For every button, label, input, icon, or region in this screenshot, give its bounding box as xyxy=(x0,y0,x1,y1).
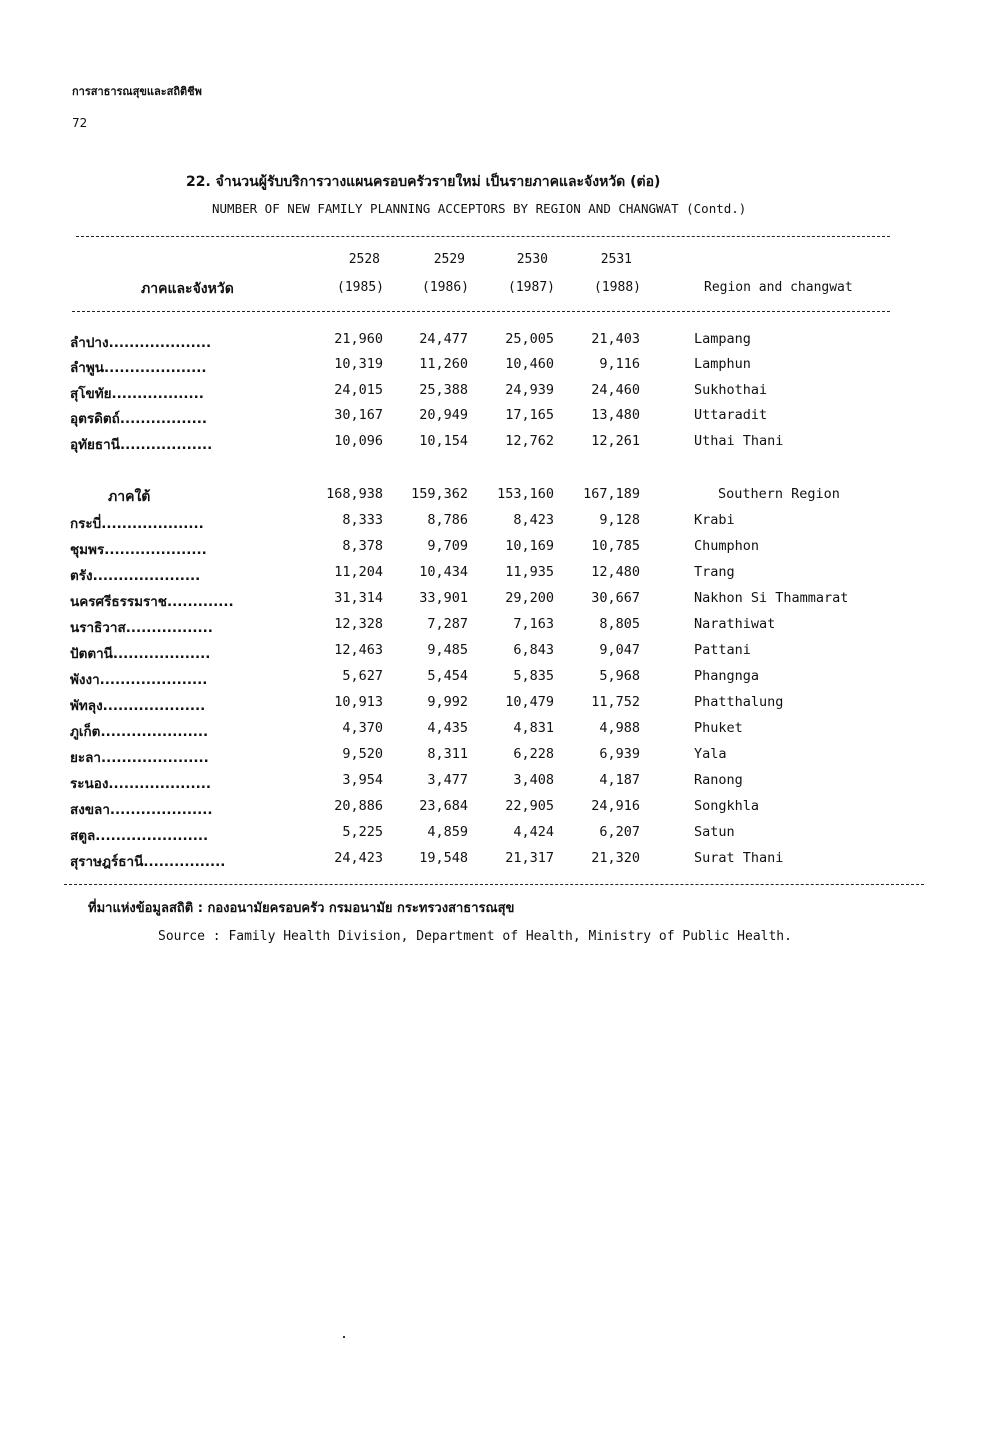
value-cell: 20,886 xyxy=(334,798,383,814)
value-cell: 33,901 xyxy=(419,590,468,606)
changwat-english: Surat Thani xyxy=(694,850,784,866)
table-row xyxy=(0,538,990,558)
value-cell: 9,116 xyxy=(599,356,640,372)
value-cell: 13,480 xyxy=(591,407,640,423)
changwat-english: Uttaradit xyxy=(694,407,768,423)
value-cell: 24,460 xyxy=(591,382,640,398)
changwat-thai: พังงา..................... xyxy=(70,672,208,688)
table-title-thai: 22. จำนวนผู้รับบริการวางแผนครอบครัวรายใหม่ เป็นรายภาคและจังหวัด (ต่อ) xyxy=(186,174,661,190)
value-cell: 5,968 xyxy=(599,668,640,684)
table-row xyxy=(0,642,990,662)
col-header-ad-1986: (1986) xyxy=(422,280,469,295)
changwat-english: Pattani xyxy=(694,642,751,658)
value-cell: 24,015 xyxy=(334,382,383,398)
value-cell: 12,762 xyxy=(505,433,554,449)
changwat-thai: ลำปาง.................... xyxy=(70,335,212,351)
col-header-ad-1985: (1985) xyxy=(337,280,384,295)
changwat-thai: พัทลุง.................... xyxy=(70,698,206,714)
table-row xyxy=(0,824,990,844)
changwat-english: Songkhla xyxy=(694,798,760,814)
value-cell: 9,047 xyxy=(599,642,640,658)
value-cell: 11,752 xyxy=(591,694,640,710)
value-cell: 3,408 xyxy=(513,772,554,788)
table-row xyxy=(0,331,990,351)
value-cell: 20,949 xyxy=(419,407,468,423)
value-cell: 22,905 xyxy=(505,798,554,814)
value-cell: 12,480 xyxy=(591,564,640,580)
table-row xyxy=(0,356,990,376)
changwat-thai: ลำพูน.................... xyxy=(70,360,207,376)
stub-header-english: Region and changwat xyxy=(704,280,853,295)
page-number: 72 xyxy=(72,116,88,130)
table-row xyxy=(0,564,990,584)
changwat-thai: ยะลา..................... xyxy=(70,750,209,766)
value-cell: 153,160 xyxy=(497,486,554,502)
value-cell: 10,460 xyxy=(505,356,554,372)
value-cell: 10,319 xyxy=(334,356,383,372)
value-cell: 4,435 xyxy=(427,720,468,736)
changwat-thai: นครศรีธรรมราช............. xyxy=(70,594,234,610)
value-cell: 24,916 xyxy=(591,798,640,814)
value-cell: 159,362 xyxy=(411,486,468,502)
value-cell: 24,477 xyxy=(419,331,468,347)
col-header-ad-1987: (1987) xyxy=(508,280,555,295)
changwat-english: Trang xyxy=(694,564,735,580)
changwat-english: Krabi xyxy=(694,512,735,528)
changwat-thai: อุตรดิตถ์................. xyxy=(70,411,208,427)
value-cell: 4,370 xyxy=(342,720,383,736)
value-cell: 29,200 xyxy=(505,590,554,606)
changwat-english: Sukhothai xyxy=(694,382,768,398)
value-cell: 8,311 xyxy=(427,746,468,762)
changwat-thai: ตรัง..................... xyxy=(70,568,201,584)
table-row xyxy=(0,772,990,792)
changwat-thai: ชุมพร.................... xyxy=(70,542,207,558)
col-header-ad-1988: (1988) xyxy=(594,280,641,295)
value-cell: 3,954 xyxy=(342,772,383,788)
value-cell: 4,187 xyxy=(599,772,640,788)
value-cell: 31,314 xyxy=(334,590,383,606)
changwat-english: Lamphun xyxy=(694,356,751,372)
changwat-thai: ระนอง.................... xyxy=(70,776,211,792)
value-cell: 9,992 xyxy=(427,694,468,710)
value-cell: 5,835 xyxy=(513,668,554,684)
changwat-english: Uthai Thani xyxy=(694,433,784,449)
changwat-thai: ปัตตานี................... xyxy=(70,646,211,662)
table-row xyxy=(0,382,990,402)
changwat-thai: อุทัยธานี.................. xyxy=(70,437,213,453)
changwat-english: Lampang xyxy=(694,331,751,347)
source-english: Source : Family Health Division, Department of Health, Ministry of Public Health. xyxy=(158,929,792,944)
table-row xyxy=(0,433,990,453)
table-title-english: NUMBER OF NEW FAMILY PLANNING ACCEPTORS BY REGION AND CHANGWAT (Contd.) xyxy=(212,201,747,216)
value-cell: 11,935 xyxy=(505,564,554,580)
col-header-be-2529: 2529 xyxy=(433,252,465,267)
value-cell: 12,328 xyxy=(334,616,383,632)
table-row xyxy=(0,407,990,427)
value-cell: 25,005 xyxy=(505,331,554,347)
value-cell: 11,260 xyxy=(419,356,468,372)
value-cell: 4,831 xyxy=(513,720,554,736)
value-cell: 19,548 xyxy=(419,850,468,866)
changwat-english: Chumphon xyxy=(694,538,760,554)
value-cell: 8,786 xyxy=(427,512,468,528)
value-cell: 10,479 xyxy=(505,694,554,710)
changwat-thai: กระบี่.................... xyxy=(70,516,204,532)
changwat-english: Ranong xyxy=(694,772,743,788)
value-cell: 8,378 xyxy=(342,538,383,554)
table-row xyxy=(0,668,990,688)
value-cell: 10,785 xyxy=(591,538,640,554)
table-row xyxy=(0,720,990,740)
col-header-be-2530: 2530 xyxy=(516,252,548,267)
value-cell: 5,627 xyxy=(342,668,383,684)
changwat-thai: สตูล...................... xyxy=(70,828,209,844)
header-rule xyxy=(72,311,890,312)
value-cell: 21,960 xyxy=(334,331,383,347)
value-cell: 9,520 xyxy=(342,746,383,762)
value-cell: 167,189 xyxy=(583,486,640,502)
value-cell: 10,169 xyxy=(505,538,554,554)
value-cell: 6,207 xyxy=(599,824,640,840)
value-cell: 12,261 xyxy=(591,433,640,449)
table-row xyxy=(0,694,990,714)
value-cell: 23,684 xyxy=(419,798,468,814)
table-row xyxy=(0,746,990,766)
value-cell: 5,454 xyxy=(427,668,468,684)
table-row xyxy=(0,590,990,610)
value-cell: 8,805 xyxy=(599,616,640,632)
table-row xyxy=(0,850,990,870)
value-cell: 8,423 xyxy=(513,512,554,528)
changwat-thai: สุราษฎร์ธานี................ xyxy=(70,854,226,870)
col-header-be-2531: 2531 xyxy=(600,252,632,267)
region-row xyxy=(0,486,990,506)
changwat-english: Phatthalung xyxy=(694,694,784,710)
value-cell: 24,939 xyxy=(505,382,554,398)
value-cell: 24,423 xyxy=(334,850,383,866)
value-cell: 10,096 xyxy=(334,433,383,449)
changwat-thai: ภาคใต้ xyxy=(108,489,151,505)
value-cell: 6,843 xyxy=(513,642,554,658)
value-cell: 17,165 xyxy=(505,407,554,423)
changwat-thai: สุโขทัย.................. xyxy=(70,386,204,402)
value-cell: 3,477 xyxy=(427,772,468,788)
value-cell: 168,938 xyxy=(326,486,383,502)
value-cell: 4,859 xyxy=(427,824,468,840)
value-cell: 21,320 xyxy=(591,850,640,866)
value-cell: 11,204 xyxy=(334,564,383,580)
changwat-english: Phangnga xyxy=(694,668,760,684)
changwat-english: Satun xyxy=(694,824,735,840)
top-rule xyxy=(76,236,890,237)
value-cell: 8,333 xyxy=(342,512,383,528)
value-cell: 5,225 xyxy=(342,824,383,840)
running-header: การสาธารณสุขและสถิติชีพ xyxy=(72,85,202,98)
changwat-english: Yala xyxy=(694,746,727,762)
changwat-thai: นราธิวาส................. xyxy=(70,620,213,636)
value-cell: 6,228 xyxy=(513,746,554,762)
value-cell: 30,667 xyxy=(591,590,640,606)
bottom-rule xyxy=(64,884,924,885)
value-cell: 21,403 xyxy=(591,331,640,347)
value-cell: 4,424 xyxy=(513,824,554,840)
changwat-thai: ภูเก็ต..................... xyxy=(70,724,209,740)
table-row xyxy=(0,616,990,636)
value-cell: 7,163 xyxy=(513,616,554,632)
stray-mark xyxy=(343,1336,345,1338)
stub-header-thai: ภาคและจังหวัด xyxy=(141,281,234,297)
changwat-thai: สงขลา.................... xyxy=(70,802,213,818)
source-thai: ที่มาแห่งข้อมูลสถิติ : กองอนามัยครอบครัว กรมอนามัย กระทรวงสาธารณสุข xyxy=(88,901,515,916)
value-cell: 10,154 xyxy=(419,433,468,449)
value-cell: 9,709 xyxy=(427,538,468,554)
changwat-english: Southern Region xyxy=(718,486,840,502)
table-row xyxy=(0,512,990,532)
changwat-english: Nakhon Si Thammarat xyxy=(694,590,849,606)
changwat-english: Phuket xyxy=(694,720,743,736)
value-cell: 10,913 xyxy=(334,694,383,710)
value-cell: 9,128 xyxy=(599,512,640,528)
value-cell: 12,463 xyxy=(334,642,383,658)
col-header-be-2528: 2528 xyxy=(348,252,380,267)
value-cell: 21,317 xyxy=(505,850,554,866)
value-cell: 4,988 xyxy=(599,720,640,736)
value-cell: 25,388 xyxy=(419,382,468,398)
value-cell: 7,287 xyxy=(427,616,468,632)
changwat-english: Narathiwat xyxy=(694,616,776,632)
value-cell: 9,485 xyxy=(427,642,468,658)
value-cell: 6,939 xyxy=(599,746,640,762)
table-row xyxy=(0,798,990,818)
value-cell: 30,167 xyxy=(334,407,383,423)
value-cell: 10,434 xyxy=(419,564,468,580)
